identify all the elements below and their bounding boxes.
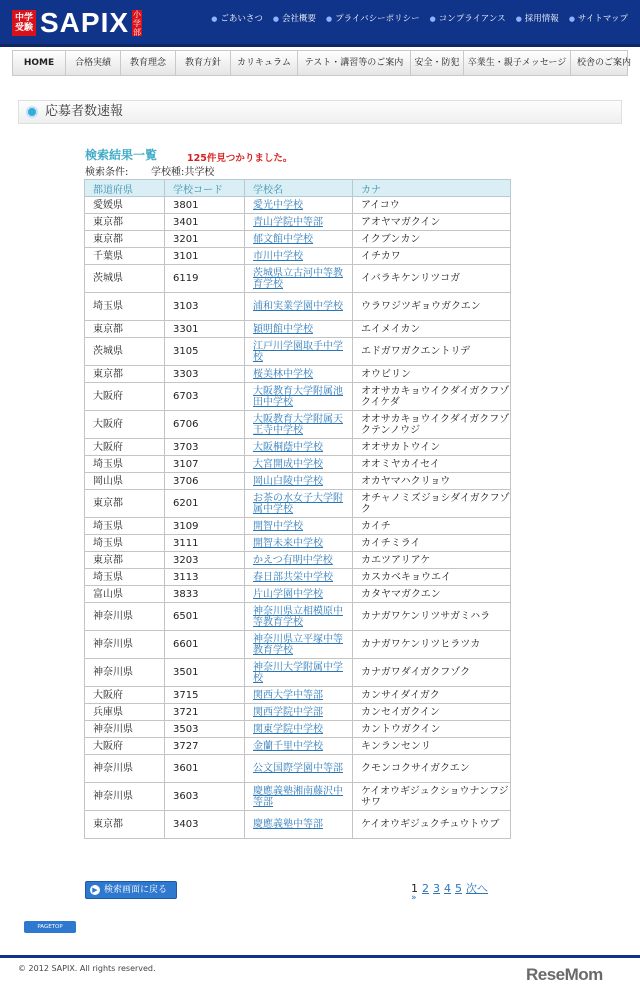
school-link[interactable]: 関西学院中学部 <box>253 706 323 718</box>
school-link[interactable]: 市川中学校 <box>253 250 303 262</box>
table-row <box>85 603 511 631</box>
prefecture-cell: 富山県 <box>85 586 165 603</box>
table-row <box>85 383 511 411</box>
bullet-icon: ● <box>211 15 218 23</box>
results-table <box>84 179 511 839</box>
bullet-icon: ● <box>515 15 522 23</box>
kana-cell: アオヤマガクイン <box>353 214 511 231</box>
table-row <box>85 721 511 738</box>
prefecture-cell: 埼玉県 <box>85 569 165 586</box>
prefecture-cell: 愛媛県 <box>85 197 165 214</box>
table-row <box>85 569 511 586</box>
table-row <box>85 687 511 704</box>
nav-item[interactable]: 卒業生・親子メッセージ <box>464 51 571 75</box>
logo-text: SAPIX <box>40 7 130 38</box>
school-name-cell <box>245 265 353 293</box>
logo-badge-bottom: 受験 <box>14 23 33 33</box>
table-row <box>85 811 511 839</box>
page-title: 応募者数速報 <box>45 104 124 119</box>
school-name-cell <box>245 411 353 439</box>
school-name-cell <box>245 293 353 321</box>
kana-cell: カナガワダイガクフゾク <box>353 659 511 687</box>
school-code-cell: 3601 <box>165 755 245 783</box>
school-link[interactable]: 慶應義塾湘南藤沢中等部 <box>253 785 343 808</box>
school-link[interactable]: 茨城県立古河中等教育学校 <box>253 267 343 290</box>
kana-cell: カイチ <box>353 518 511 535</box>
nav-item[interactable]: 教育方針 <box>176 51 231 75</box>
header-link-label: 会社概要 <box>281 14 316 24</box>
prefecture-cell: 神奈川県 <box>85 755 165 783</box>
results-count: 125件見つかりました。 <box>187 153 293 164</box>
kana-cell: カタヤマガクエン <box>353 586 511 603</box>
school-link[interactable]: 関東学院中学校 <box>253 723 323 735</box>
school-link[interactable]: 開智中学校 <box>253 520 303 532</box>
nav-item[interactable]: 合格実績 <box>66 51 121 75</box>
kana-cell: アイコウ <box>353 197 511 214</box>
school-name-cell <box>245 214 353 231</box>
pagetop-button[interactable] <box>24 921 76 933</box>
school-code-cell: 3801 <box>165 197 245 214</box>
table-header-row <box>85 180 511 197</box>
prefecture-cell: 東京都 <box>85 321 165 338</box>
school-code-cell: 3111 <box>165 535 245 552</box>
school-code-cell: 3706 <box>165 473 245 490</box>
kana-cell: エドガワガクエントリデ <box>353 338 511 366</box>
header-links <box>201 12 628 24</box>
kana-cell: エイメイカン <box>353 321 511 338</box>
school-code-cell: 3203 <box>165 552 245 569</box>
school-name-cell <box>245 321 353 338</box>
section-header <box>18 100 622 124</box>
school-code-cell: 3113 <box>165 569 245 586</box>
school-code-cell: 3201 <box>165 231 245 248</box>
kana-cell: ケイオウギジュクショウナンフジサワ <box>353 783 511 811</box>
school-name-cell <box>245 704 353 721</box>
nav-item[interactable]: テスト・講習等のご案内 <box>298 51 411 75</box>
school-code-cell: 3105 <box>165 338 245 366</box>
sapix-logo[interactable] <box>12 8 142 38</box>
prefecture-cell: 大阪府 <box>85 738 165 755</box>
table-row <box>85 231 511 248</box>
kana-cell: オオサカキョウイクダイガクフゾクイケダ <box>353 383 511 411</box>
prefecture-cell: 東京都 <box>85 366 165 383</box>
kana-cell: ウラワジツギョウガクエン <box>353 293 511 321</box>
kana-cell: イバラキケンリツコガ <box>353 265 511 293</box>
school-name-cell <box>245 738 353 755</box>
kana-cell: カントウガクイン <box>353 721 511 738</box>
school-link[interactable]: 神奈川県立平塚中等教育学校 <box>253 633 343 656</box>
prefecture-cell: 大阪府 <box>85 439 165 456</box>
school-link[interactable]: 大阪教育大学附属池田中学校 <box>253 385 343 408</box>
school-link[interactable]: 開智未来中学校 <box>253 537 323 549</box>
school-code-cell: 3703 <box>165 439 245 456</box>
school-code-cell: 3107 <box>165 456 245 473</box>
school-link[interactable]: 愛光中学校 <box>253 199 303 211</box>
header-link-label: サイトマップ <box>577 14 628 24</box>
table-row <box>85 293 511 321</box>
school-code-cell: 3401 <box>165 214 245 231</box>
school-link[interactable]: 関西大学中等部 <box>253 689 323 701</box>
school-code-cell: 3301 <box>165 321 245 338</box>
bullet-icon: ● <box>429 15 436 23</box>
column-header: 学校名 <box>245 180 353 197</box>
prefecture-cell: 茨城県 <box>85 265 165 293</box>
current-page: 1 <box>411 882 418 895</box>
school-code-cell: 3727 <box>165 738 245 755</box>
kana-cell: イチカワ <box>353 248 511 265</box>
table-row <box>85 659 511 687</box>
school-link[interactable]: かえつ有明中学校 <box>253 554 333 566</box>
kana-cell: オオサカトウイン <box>353 439 511 456</box>
table-body <box>85 197 511 839</box>
school-name-cell <box>245 687 353 704</box>
prefecture-cell: 埼玉県 <box>85 535 165 552</box>
school-name-cell <box>245 456 353 473</box>
page-link[interactable]: 3 <box>433 882 440 895</box>
school-link[interactable]: 岡山白陵中学校 <box>253 475 323 487</box>
bullet-icon: ● <box>272 15 279 23</box>
school-code-cell: 6201 <box>165 490 245 518</box>
logo-badge-top: 中学 <box>14 13 33 23</box>
table-row <box>85 248 511 265</box>
school-name-cell <box>245 721 353 738</box>
page-link[interactable]: 2 <box>422 882 429 895</box>
prefecture-cell: 東京都 <box>85 214 165 231</box>
next-arrow-link[interactable]: » <box>411 893 417 903</box>
school-name-cell <box>245 383 353 411</box>
table-row <box>85 338 511 366</box>
table-row <box>85 783 511 811</box>
search-condition-label: 検索条件: <box>85 167 129 178</box>
nav-item[interactable]: 校舎のご案内 <box>576 58 631 68</box>
next-page-link[interactable]: 次へ <box>466 882 488 895</box>
school-name-cell <box>245 811 353 839</box>
kana-cell: カスカベキョウエイ <box>353 569 511 586</box>
school-link[interactable]: 慶應義塾中等部 <box>253 819 323 830</box>
kana-cell: ケイオウギジュクチュウトウブ <box>353 811 511 839</box>
school-name-cell <box>245 490 353 518</box>
table-row <box>85 265 511 293</box>
school-link[interactable]: 穎明館中学校 <box>253 323 313 335</box>
table-row <box>85 586 511 603</box>
prefecture-cell: 東京都 <box>85 811 165 839</box>
prefecture-cell: 神奈川県 <box>85 783 165 811</box>
school-code-cell: 3303 <box>165 366 245 383</box>
table-row <box>85 704 511 721</box>
pagetop-label: PAGETOP <box>37 924 63 930</box>
school-name-cell <box>245 659 353 687</box>
school-code-cell: 3109 <box>165 518 245 535</box>
school-name-cell <box>245 631 353 659</box>
column-header: 都道府県 <box>85 180 165 197</box>
school-link[interactable]: 桜美林中学校 <box>253 368 313 380</box>
header-link[interactable] <box>211 12 263 24</box>
back-button-label: 検索画面に戻る <box>104 885 168 895</box>
prefecture-cell: 千葉県 <box>85 248 165 265</box>
table-row <box>85 631 511 659</box>
footer-divider <box>0 955 640 958</box>
school-code-cell: 3101 <box>165 248 245 265</box>
school-name-cell <box>245 586 353 603</box>
school-name-cell <box>245 197 353 214</box>
table-row <box>85 738 511 755</box>
kana-cell: オチャノミズジョシダイガクフゾク <box>353 490 511 518</box>
school-name-cell <box>245 518 353 535</box>
kana-cell: カンセイガクイン <box>353 704 511 721</box>
school-link[interactable]: 公文国際学園中等部 <box>253 763 343 774</box>
school-link[interactable]: 金蘭千里中学校 <box>253 740 323 752</box>
school-link[interactable]: 神奈川県立相模原中等教育学校 <box>253 605 343 628</box>
table-row <box>85 197 511 214</box>
prefecture-cell: 大阪府 <box>85 411 165 439</box>
school-code-cell: 6501 <box>165 603 245 631</box>
nav-item[interactable]: 安全・防犯 <box>411 51 464 75</box>
prefecture-cell: 東京都 <box>85 231 165 248</box>
school-code-cell: 3503 <box>165 721 245 738</box>
table-row <box>85 518 511 535</box>
school-link[interactable]: 大阪教育大学附属天王寺中学校 <box>253 413 343 436</box>
school-link[interactable]: 大阪桐蔭中学校 <box>253 441 323 453</box>
nav-item[interactable]: HOME <box>13 51 66 75</box>
kana-cell: カイチミライ <box>353 535 511 552</box>
header-link-label: 採用情報 <box>524 14 559 24</box>
header-link[interactable] <box>326 12 420 24</box>
results-title: 検索結果一覧 <box>85 148 158 162</box>
school-code-cell: 3721 <box>165 704 245 721</box>
kana-cell: カナガワケンリツサガミハラ <box>353 603 511 631</box>
school-name-cell <box>245 366 353 383</box>
table-row <box>85 535 511 552</box>
school-link[interactable]: 江戸川学園取手中学校 <box>253 340 343 363</box>
resemom-logo: ReseMom <box>526 965 603 984</box>
school-code-cell: 3833 <box>165 586 245 603</box>
table-row <box>85 366 511 383</box>
copyright-text: © 2012 SAPIX. All rights reserved. <box>18 964 156 973</box>
header-link[interactable] <box>273 12 316 24</box>
prefecture-cell: 大阪府 <box>85 383 165 411</box>
school-name-cell <box>245 535 353 552</box>
school-name-cell <box>245 783 353 811</box>
school-name-cell <box>245 569 353 586</box>
bullet-icon: ● <box>325 15 333 23</box>
pagination <box>411 880 488 896</box>
kana-cell: オウビリン <box>353 366 511 383</box>
prefecture-cell: 大阪府 <box>85 687 165 704</box>
prefecture-cell: 埼玉県 <box>85 518 165 535</box>
school-link[interactable]: 大宮開成中学校 <box>253 458 323 470</box>
school-link[interactable]: 青山学院中等部 <box>253 216 323 228</box>
school-link[interactable]: 片山学園中学校 <box>253 588 323 600</box>
play-icon: ▶ <box>90 885 100 895</box>
school-name-cell <box>245 439 353 456</box>
prefecture-cell: 神奈川県 <box>85 603 165 631</box>
school-code-cell: 6706 <box>165 411 245 439</box>
school-code-cell: 3103 <box>165 293 245 321</box>
nav-item[interactable]: 教育理念 <box>121 51 176 75</box>
main-nav <box>12 50 631 76</box>
school-link[interactable]: 春日部共栄中学校 <box>253 571 333 583</box>
page-link[interactable]: 4 <box>444 882 451 895</box>
school-name-cell <box>245 473 353 490</box>
school-code-cell: 3403 <box>165 811 245 839</box>
prefecture-cell: 兵庫県 <box>85 704 165 721</box>
school-code-cell: 3603 <box>165 783 245 811</box>
column-header: カナ <box>353 180 511 197</box>
prefecture-cell: 東京都 <box>85 552 165 569</box>
school-code-cell: 6119 <box>165 265 245 293</box>
prefecture-cell: 埼玉県 <box>85 293 165 321</box>
school-link[interactable]: お茶の水女子大学附属中学校 <box>253 492 343 515</box>
bullet-icon <box>26 106 38 118</box>
table-row <box>85 552 511 569</box>
header-link-label: ごあいさつ <box>220 14 263 24</box>
prefecture-cell: 神奈川県 <box>85 721 165 738</box>
prefecture-cell: 岡山県 <box>85 473 165 490</box>
prefecture-cell: 神奈川県 <box>85 659 165 687</box>
school-code-cell: 6703 <box>165 383 245 411</box>
school-code-cell: 3715 <box>165 687 245 704</box>
school-link[interactable]: 浦和実業学園中学校 <box>253 301 343 312</box>
header-link[interactable] <box>430 12 506 24</box>
table-row <box>85 755 511 783</box>
page-link[interactable]: 5 <box>455 882 462 895</box>
prefecture-cell: 茨城県 <box>85 338 165 366</box>
table-row <box>85 490 511 518</box>
column-header: 学校コード <box>165 180 245 197</box>
header-link-label: プライバシーポリシー <box>335 14 420 24</box>
logo-vertical-text: 小学部 <box>133 10 142 36</box>
kana-cell: クモンコクサイガクエン <box>353 755 511 783</box>
nav-item[interactable]: カリキュラム <box>231 51 298 75</box>
school-name-cell <box>245 338 353 366</box>
prefecture-cell: 東京都 <box>85 490 165 518</box>
kana-cell: オオサカキョウイクダイガクフゾクテンノウジ <box>353 411 511 439</box>
school-name-cell <box>245 603 353 631</box>
table-row <box>85 321 511 338</box>
logo-badge <box>12 10 36 36</box>
kana-cell: オオミヤカイセイ <box>353 456 511 473</box>
kana-cell: カナガワケンリツヒラツカ <box>353 631 511 659</box>
kana-cell: カンサイダイガク <box>353 687 511 704</box>
kana-cell: キンランセンリ <box>353 738 511 755</box>
school-code-cell: 3501 <box>165 659 245 687</box>
school-link[interactable]: 神奈川大学附属中学校 <box>253 661 343 684</box>
school-code-cell: 6601 <box>165 631 245 659</box>
table-row <box>85 439 511 456</box>
table-row <box>85 411 511 439</box>
search-condition-value: 学校種:共学校 <box>151 167 215 178</box>
school-name-cell <box>245 755 353 783</box>
header-link[interactable] <box>516 12 559 24</box>
back-to-search-button[interactable] <box>85 881 177 899</box>
school-name-cell <box>245 248 353 265</box>
header-link[interactable] <box>569 12 628 24</box>
table-row <box>85 214 511 231</box>
table-row <box>85 456 511 473</box>
prefecture-cell: 埼玉県 <box>85 456 165 473</box>
kana-cell: オカヤマハクリョウ <box>353 473 511 490</box>
prefecture-cell: 神奈川県 <box>85 631 165 659</box>
bullet-icon: ● <box>568 15 575 23</box>
school-name-cell <box>245 552 353 569</box>
school-link[interactable]: 郁文館中学校 <box>253 233 313 245</box>
header-link-label: コンプライアンス <box>438 14 506 24</box>
school-name-cell <box>245 231 353 248</box>
table-row <box>85 473 511 490</box>
kana-cell: イクブンカン <box>353 231 511 248</box>
kana-cell: カエツアリアケ <box>353 552 511 569</box>
site-header <box>0 0 640 47</box>
